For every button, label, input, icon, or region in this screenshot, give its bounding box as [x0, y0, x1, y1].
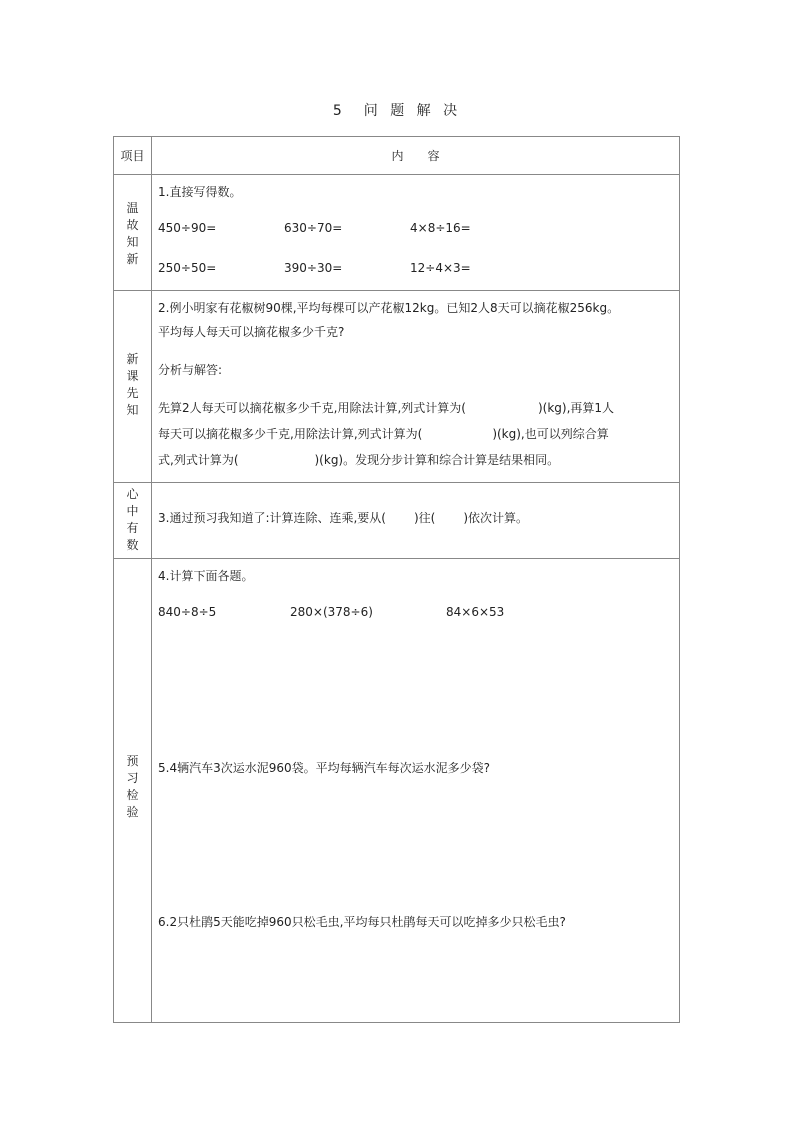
section-summary-content — [152, 483, 680, 559]
label-char: 心 — [126, 487, 139, 501]
question-6: 6.2只杜鹃5天能吃掉960只松毛虫,平均每只杜鹃每天可以吃掉多少只松毛虫? — [158, 915, 566, 929]
section-practice-label — [114, 559, 152, 1023]
label-char: 知 — [126, 235, 139, 249]
answer-text: )(kg),也可以列综合算 — [492, 427, 609, 441]
label-char: 数 — [126, 538, 139, 552]
question-5: 5.4辆汽车3次运水泥960袋。平均每辆汽车每次运水泥多少袋? — [158, 761, 490, 775]
label-char: 故 — [126, 218, 139, 232]
answer-text: 先算2人每天可以摘花椒多少千克,用除法计算,列式计算为( — [158, 401, 466, 415]
label-char: 检 — [126, 788, 139, 802]
label-char: 新 — [126, 352, 139, 366]
lesson-table — [113, 136, 680, 1023]
question-3-text: 3.通过预习我知道了:计算连除、连乘,要从( — [158, 511, 386, 525]
answer-line-3 — [158, 451, 559, 468]
label-char: 中 — [126, 504, 139, 518]
section-review-row — [114, 175, 680, 291]
section-summary-row — [114, 483, 680, 559]
answer-text: 每天可以摘花椒多少千克,用除法计算,列式计算为( — [158, 427, 423, 441]
problem: 4×8÷16= — [410, 221, 471, 235]
label-char: 验 — [126, 805, 139, 819]
section-new-lesson-label — [114, 291, 152, 483]
question-3-text: )依次计算。 — [463, 511, 529, 525]
header-content-cell: 内 容 — [152, 137, 680, 175]
problem: 390÷30= — [284, 261, 343, 275]
question-1: 1.直接写得数。 — [158, 185, 242, 199]
calc-item: 280×(378÷6) — [290, 605, 373, 619]
label-char: 课 — [126, 369, 139, 383]
section-summary-label — [114, 483, 152, 559]
problem: 12÷4×3= — [410, 261, 471, 275]
problem: 250÷50= — [158, 261, 217, 275]
section-new-lesson-content — [152, 291, 680, 483]
label-char: 先 — [126, 386, 139, 400]
calc-item: 84×6×53 — [446, 605, 505, 619]
label-char: 温 — [126, 201, 139, 215]
section-review-label — [114, 175, 152, 291]
question-4: 4.计算下面各题。 — [158, 569, 254, 583]
answer-line-1 — [158, 399, 614, 416]
question-3-text: )往( — [414, 511, 436, 525]
problem: 630÷70= — [284, 221, 343, 235]
question-3 — [158, 509, 528, 526]
section-review-content — [152, 175, 680, 291]
analysis-heading: 分析与解答: — [158, 363, 223, 377]
answer-text: 式,列式计算为( — [158, 453, 239, 467]
label-char: 预 — [126, 754, 139, 768]
header-row — [114, 137, 680, 175]
question-2-line-2: 平均每人每天可以摘花椒多少千克? — [158, 325, 345, 339]
calc-item: 840÷8÷5 — [158, 605, 217, 619]
header-item-cell: 项目 — [114, 137, 152, 175]
label-char: 新 — [126, 252, 139, 266]
answer-text: )(kg),再算1人 — [537, 401, 615, 415]
section-new-lesson-row — [114, 291, 680, 483]
section-practice-content — [152, 559, 680, 1023]
section-practice-row — [114, 559, 680, 1023]
problem: 450÷90= — [158, 221, 217, 235]
question-2-line-1: 2.例小明家有花椒树90棵,平均每棵可以产花椒12kg。已知2人8天可以摘花椒256kg。 — [158, 301, 620, 315]
label-char: 习 — [126, 771, 139, 785]
label-char: 知 — [126, 403, 139, 417]
label-char: 有 — [126, 521, 139, 535]
answer-text: )(kg)。发现分步计算和综合计算是结果相同。 — [314, 453, 560, 467]
answer-line-2 — [158, 425, 609, 442]
page-title: 5 问 题 解 决 — [332, 103, 462, 119]
